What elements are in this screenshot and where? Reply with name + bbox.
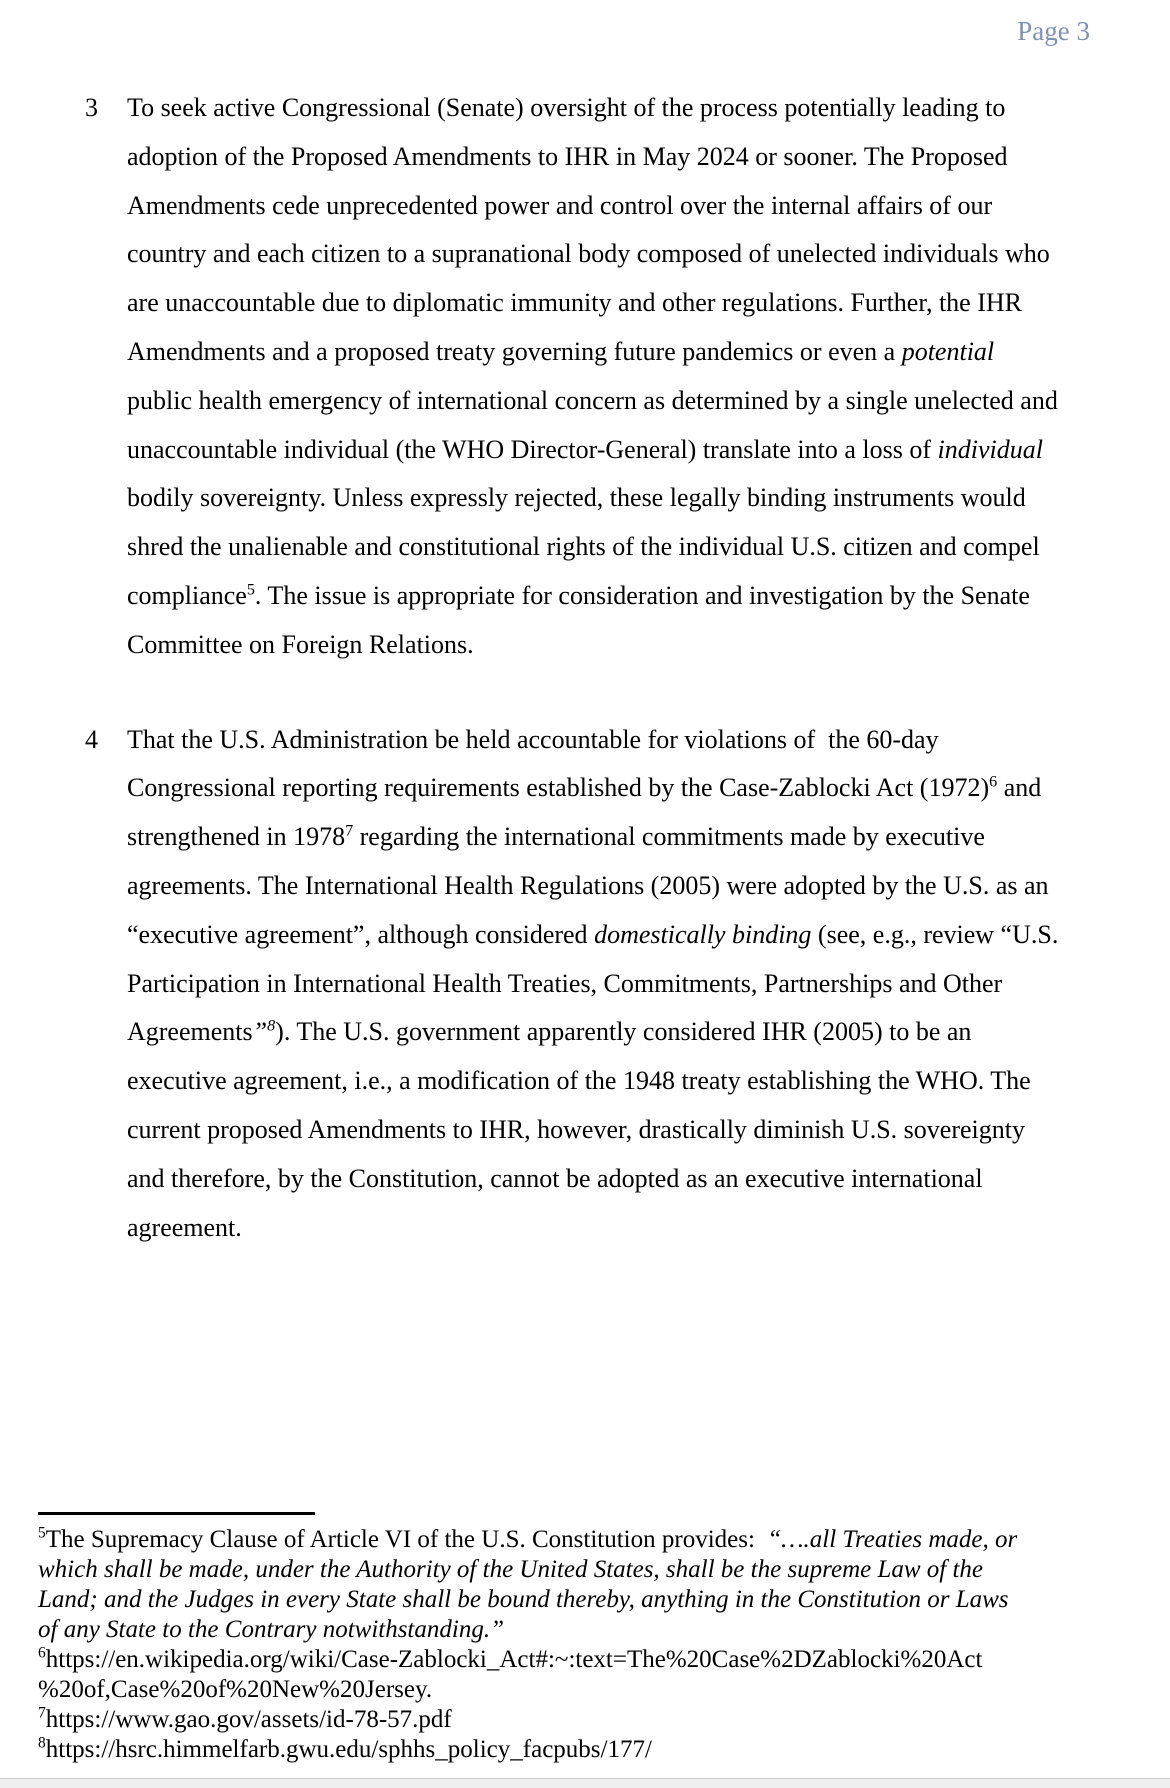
footnote-line bbox=[38, 1525, 1133, 1555]
superscript-reference: 6 bbox=[38, 1644, 46, 1662]
text-segment: Participation in International Health Treaties, Commitments, Partnerships and Other bbox=[127, 968, 1003, 998]
paragraph-list bbox=[85, 84, 1115, 1252]
footnote bbox=[38, 1645, 1133, 1705]
text-line bbox=[127, 621, 1115, 670]
text-line bbox=[127, 764, 1115, 813]
superscript-reference: 8 bbox=[267, 1017, 276, 1035]
text-line bbox=[127, 716, 1115, 765]
text-line bbox=[127, 1155, 1115, 1204]
paragraph-body bbox=[127, 716, 1115, 1253]
superscript-reference: 6 bbox=[989, 773, 998, 791]
text-segment: agreements. The International Health Regulations (2005) were adopted by the U.S. as an bbox=[127, 870, 1049, 900]
footnote-section bbox=[38, 1512, 1133, 1765]
text-line bbox=[127, 960, 1115, 1009]
text-segment: strengthened in 1978 bbox=[127, 822, 346, 852]
footnote bbox=[38, 1525, 1133, 1645]
text-segment: executive agreement, i.e., a modification of the 1948 treaty establishing the WHO. The bbox=[127, 1066, 1031, 1096]
text-segment: (see, e.g., review “U.S. bbox=[811, 919, 1059, 949]
page-number: Page 3 bbox=[1017, 16, 1090, 46]
superscript-reference: 5 bbox=[38, 1524, 46, 1542]
paragraph-body bbox=[127, 84, 1115, 670]
superscript-reference: 7 bbox=[345, 822, 354, 840]
text-segment: unaccountable individual (the WHO Director-General) translate into a loss of bbox=[127, 434, 938, 464]
text-segment: https://en.wikipedia.org/wiki/Case-Zablocki_Act#:~:text=The%20Case%2DZablocki%20Act bbox=[45, 1646, 983, 1673]
text-line bbox=[127, 523, 1115, 572]
text-line bbox=[127, 182, 1115, 231]
text-segment: “….all Treaties made, or bbox=[767, 1526, 1018, 1553]
text-segment: and therefore, by the Constitution, cannot be adopted as an executive international bbox=[127, 1163, 983, 1193]
text-line bbox=[127, 279, 1115, 328]
footnote-line bbox=[38, 1735, 1133, 1765]
footnote-line bbox=[38, 1675, 1133, 1705]
paragraph bbox=[85, 716, 1115, 1253]
text-segment: Land; and the Judges in every State shall be bound thereby, anything in the Constitution or Laws bbox=[38, 1586, 1009, 1613]
text-segment: country and each citizen to a supranational body composed of unelected individuals who bbox=[127, 239, 1050, 269]
footnote-line bbox=[38, 1705, 1133, 1735]
superscript-reference: 7 bbox=[38, 1704, 46, 1722]
footnote-line bbox=[38, 1615, 1133, 1645]
text-line bbox=[127, 1106, 1115, 1155]
text-segment: current proposed Amendments to IHR, however, drastically diminish U.S. sovereignty bbox=[127, 1114, 1025, 1144]
text-segment: are unaccountable due to diplomatic immunity and other regulations. Further, the IHR bbox=[127, 288, 1022, 318]
footnote-separator bbox=[38, 1512, 315, 1515]
text-segment: %20of,Case%20of%20New%20Jersey. bbox=[38, 1676, 433, 1703]
text-line bbox=[127, 474, 1115, 523]
text-segment: of any State to the Contrary notwithstanding.” bbox=[38, 1616, 504, 1643]
footnote bbox=[38, 1705, 1133, 1735]
text-segment: https://hsrc.himmelfarb.gwu.edu/sphhs_policy_facpubs/177/ bbox=[45, 1736, 652, 1763]
text-segment: ” bbox=[252, 1017, 268, 1047]
text-segment: bodily sovereignty. Unless expressly rejected, these legally binding instruments would bbox=[127, 483, 1026, 513]
text-segment: domestically binding bbox=[594, 919, 812, 949]
text-segment: That the U.S. Administration be held accountable for violations of the 60-day bbox=[127, 724, 939, 754]
text-segment: which shall be made, under the Authority of the United States, shall be the supreme Law of the bbox=[38, 1556, 984, 1583]
text-segment: ). The U.S. government apparently considered IHR (2005) to be an bbox=[275, 1017, 972, 1047]
text-segment: “executive agreement”, although considered bbox=[127, 919, 595, 949]
text-line bbox=[127, 377, 1115, 426]
text-segment: and bbox=[997, 773, 1042, 803]
text-segment: . The issue is appropriate for consideration and investigation by the Senate bbox=[254, 580, 1030, 610]
paragraph-number: 3 bbox=[85, 93, 98, 122]
footnote-line bbox=[38, 1645, 1133, 1675]
footnote bbox=[38, 1735, 1133, 1765]
text-line bbox=[127, 813, 1115, 862]
viewer-bottom-strip bbox=[0, 1778, 1170, 1788]
paragraph-number: 4 bbox=[85, 724, 98, 754]
text-line bbox=[127, 426, 1115, 475]
text-line bbox=[127, 911, 1115, 960]
text-line bbox=[127, 862, 1115, 911]
footnote-line bbox=[38, 1555, 1133, 1585]
text-segment: https://www.gao.gov/assets/id-78-57.pdf bbox=[45, 1706, 452, 1733]
text-segment: Amendments and a proposed treaty governing future pandemics or even a bbox=[127, 336, 902, 366]
text-line bbox=[127, 328, 1115, 377]
superscript-reference: 5 bbox=[246, 581, 255, 599]
footnote-line bbox=[38, 1585, 1133, 1615]
text-line bbox=[127, 572, 1115, 621]
text-segment: To seek active Congressional (Senate) oversight of the process potentially leading to bbox=[127, 93, 1006, 122]
footnote-list bbox=[38, 1525, 1133, 1765]
text-segment: Congressional reporting requirements established by the Case-Zablocki Act (1972) bbox=[127, 773, 990, 803]
text-line bbox=[127, 1057, 1115, 1106]
text-segment: Committee on Foreign Relations. bbox=[127, 629, 474, 659]
text-segment: public health emergency of international concern as determined by a single unelected and bbox=[127, 385, 1058, 415]
text-segment: potential bbox=[901, 336, 995, 366]
text-segment: adoption of the Proposed Amendments to IHR in May 2024 or sooner. The Proposed bbox=[127, 141, 1008, 171]
text-line bbox=[127, 84, 1115, 133]
superscript-reference: 8 bbox=[38, 1734, 46, 1752]
text-segment: Agreements bbox=[127, 1017, 253, 1047]
text-segment: Amendments cede unprecedented power and control over the internal affairs of our bbox=[127, 190, 993, 220]
text-line bbox=[127, 1204, 1115, 1253]
paragraph bbox=[85, 84, 1115, 670]
text-segment: shred the unalienable and constitutional rights of the individual U.S. citizen and compel bbox=[127, 532, 1040, 562]
text-segment: The Supremacy Clause of Article VI of the U.S. Constitution provides: bbox=[45, 1526, 768, 1553]
text-segment: individual bbox=[937, 434, 1043, 464]
text-line bbox=[127, 230, 1115, 279]
text-segment: compliance bbox=[127, 580, 247, 610]
text-line bbox=[127, 133, 1115, 182]
text-line bbox=[127, 1008, 1115, 1057]
text-segment: regarding the international commitments made by executive bbox=[353, 822, 985, 852]
text-segment: agreement. bbox=[127, 1212, 242, 1242]
